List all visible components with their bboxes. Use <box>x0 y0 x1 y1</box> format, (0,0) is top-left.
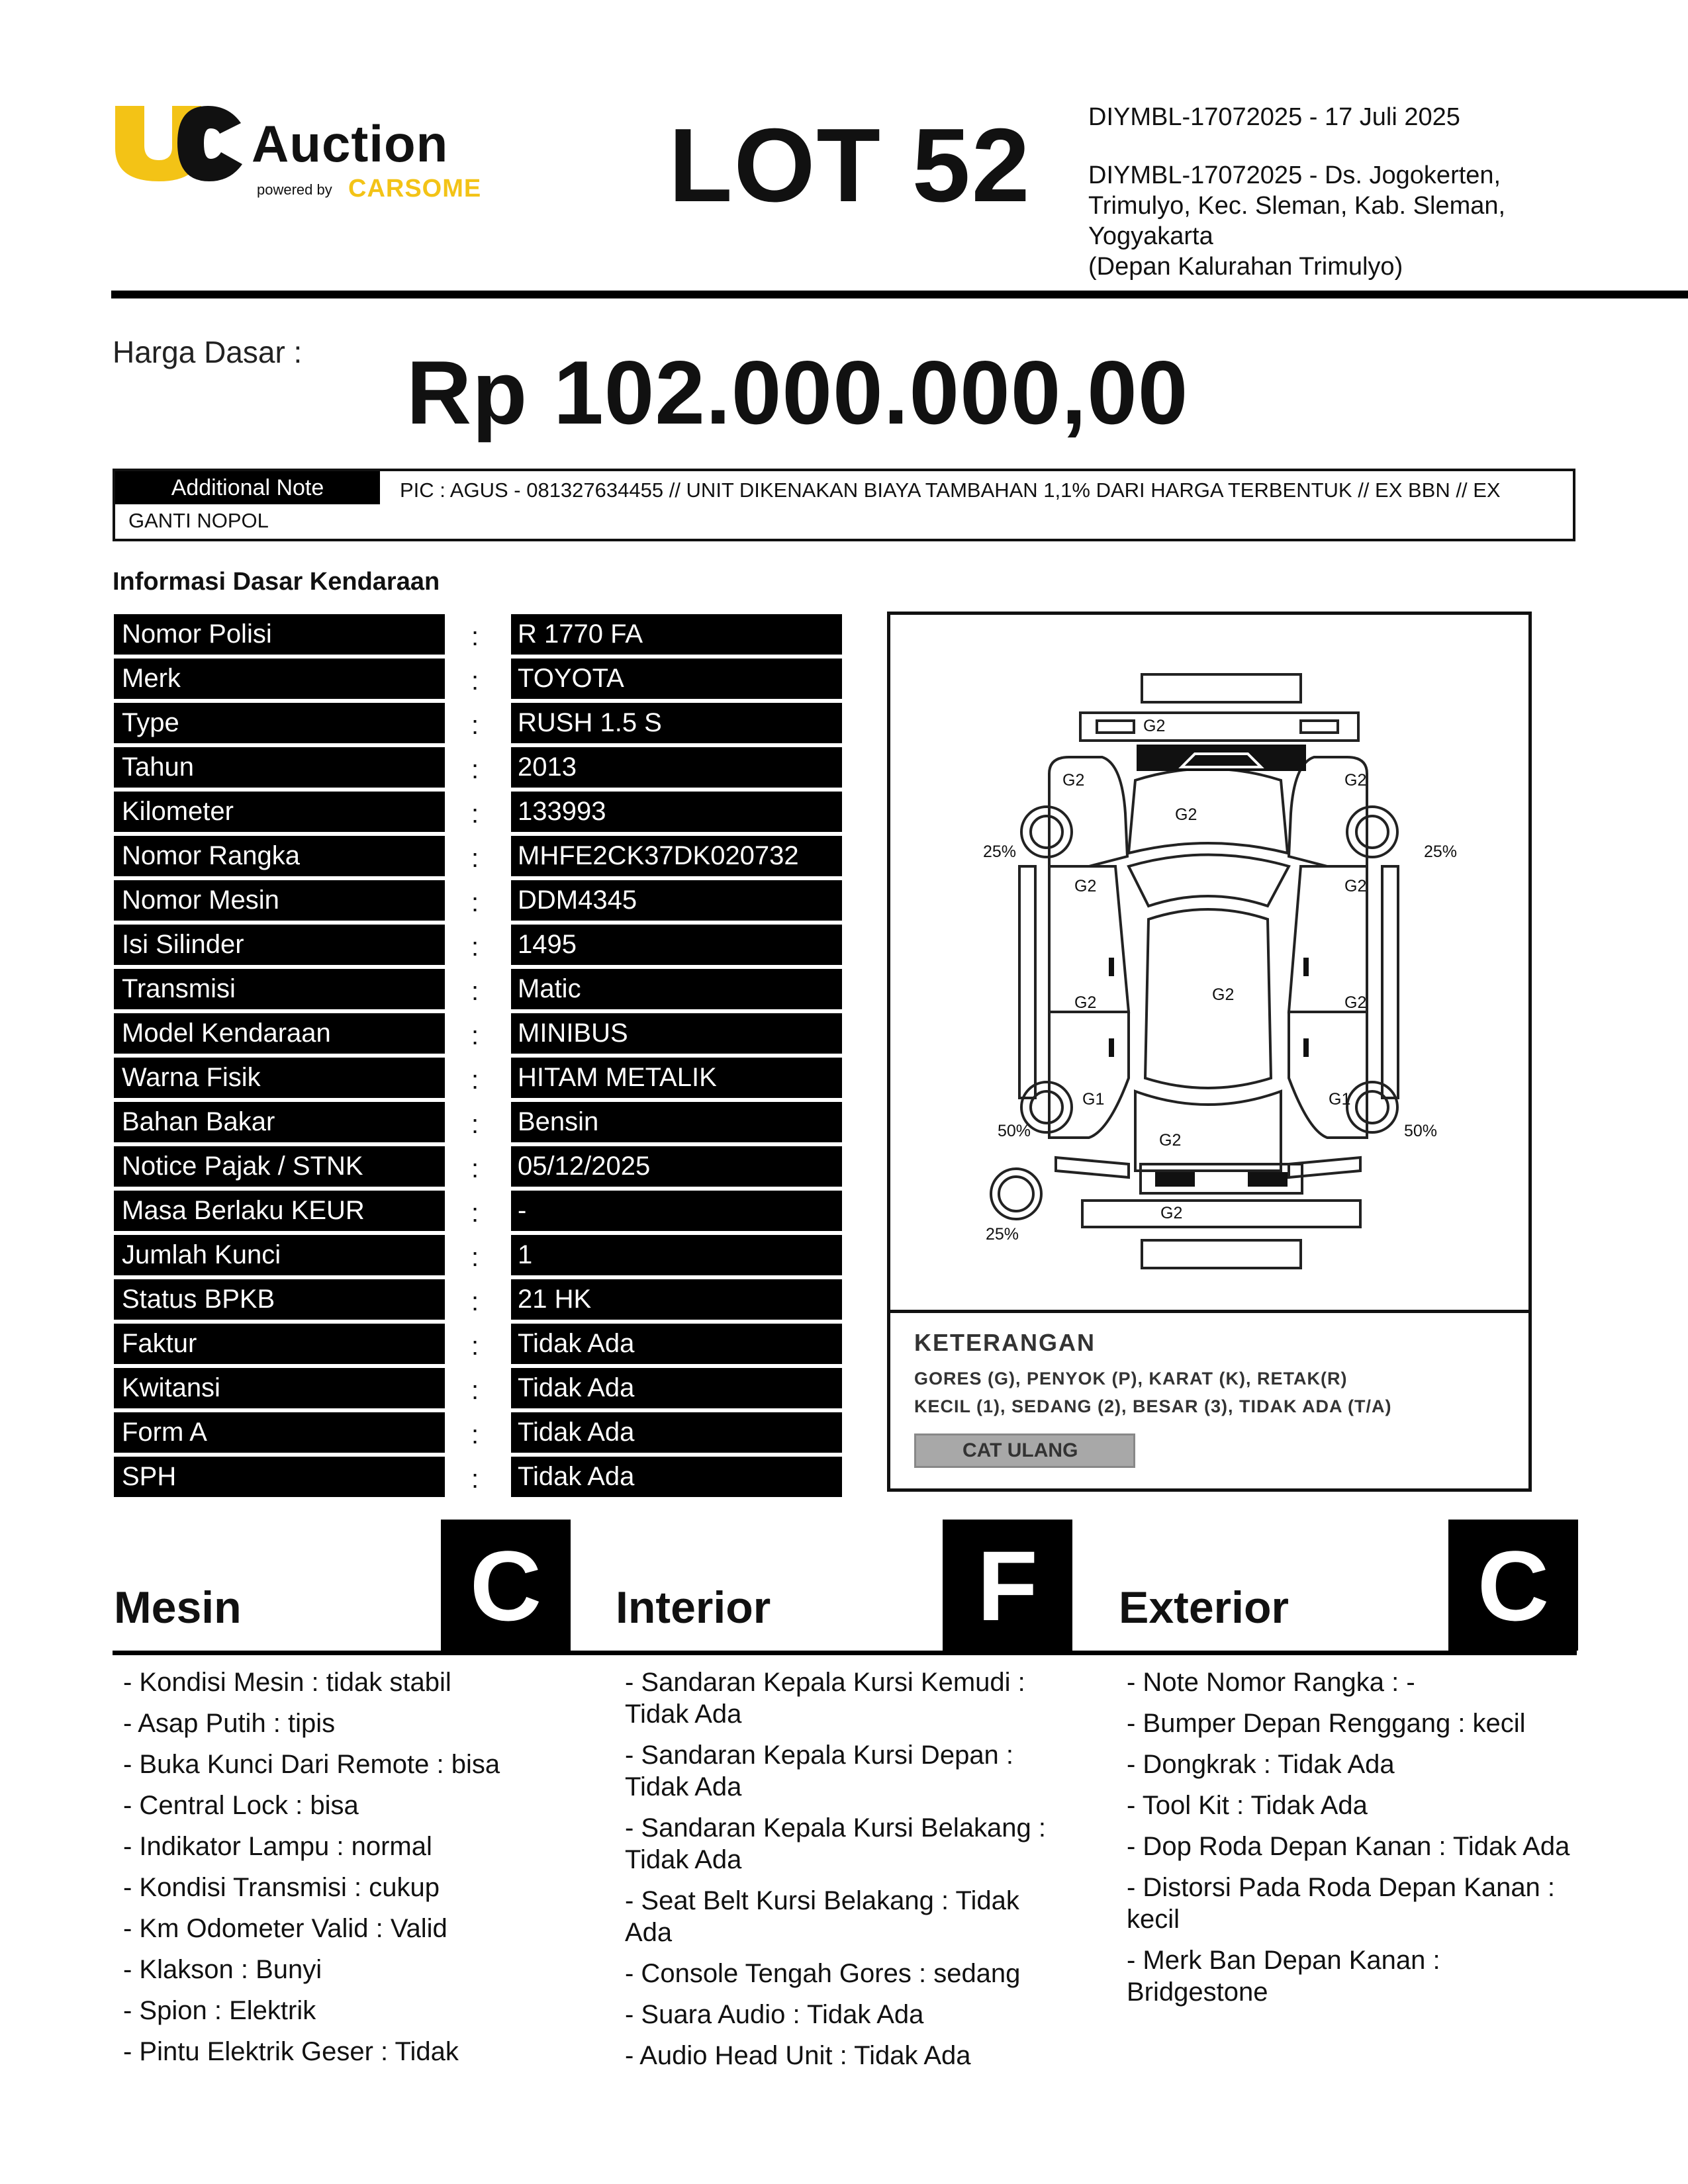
info-key: Nomor Polisi <box>114 614 445 655</box>
grade-badge-engine: C <box>441 1520 571 1651</box>
damage-label-right-front-door: G2 <box>1344 877 1367 895</box>
info-key: Nomor Mesin <box>114 880 445 921</box>
info-value: Tidak Ada <box>511 1324 842 1364</box>
info-separator: : <box>471 666 479 696</box>
info-key: Status BPKB <box>114 1279 445 1320</box>
info-row-type <box>114 703 842 747</box>
tire-label-front-right: 25% <box>1424 842 1458 861</box>
list-item: - Indikator Lampu : normal <box>123 1832 432 1861</box>
info-separator: : <box>471 1243 479 1272</box>
base-price-label: Harga Dasar : <box>113 335 303 369</box>
list-item: - Audio Head Unit : Tidak Ada <box>625 2041 971 2070</box>
partner-logo: CARSOME <box>348 175 482 203</box>
info-value: DDM4345 <box>511 880 842 921</box>
info-row-cc <box>114 925 842 969</box>
info-separator: : <box>471 1420 479 1449</box>
list-item: - Sandaran Kepala Kursi Kemudi : Tidak Ada <box>625 1668 1025 1729</box>
info-row-year <box>114 747 842 792</box>
damage-label-left-rear-fender: G1 <box>1082 1090 1105 1109</box>
grade-title-engine: Mesin <box>114 1582 242 1633</box>
info-row-model <box>114 1013 842 1058</box>
info-separator: : <box>471 933 479 962</box>
info-value: Bensin <box>511 1102 842 1142</box>
car-outline-icon <box>890 615 1528 1310</box>
info-key: Isi Silinder <box>114 925 445 965</box>
info-separator: : <box>471 1465 479 1494</box>
info-row-plate <box>114 614 842 659</box>
list-item: - Note Nomor Rangka : - <box>1127 1668 1415 1697</box>
list-item: - Merk Ban Depan Kanan : Bridgestone <box>1127 1946 1440 2007</box>
damage-label-roof: G2 <box>1212 985 1235 1004</box>
info-row-form-a <box>114 1412 842 1457</box>
info-value: MINIBUS <box>511 1013 842 1054</box>
info-row-brand <box>114 659 842 703</box>
list-item: - Kondisi Transmisi : cukup <box>123 1873 440 1902</box>
damage-label-left-rear-door: G2 <box>1074 993 1097 1012</box>
car-damage-diagram <box>887 612 1532 1492</box>
list-item: - Seat Belt Kursi Belakang : Tidak Ada <box>625 1886 1019 1947</box>
info-separator: : <box>471 1199 479 1228</box>
info-row-sph <box>114 1457 842 1501</box>
diagram-legend <box>890 1310 1528 1488</box>
list-item: - Tool Kit : Tidak Ada <box>1127 1791 1368 1820</box>
info-separator: : <box>471 1021 479 1050</box>
info-key: Warna Fisik <box>114 1058 445 1098</box>
list-item: - Bumper Depan Renggang : kecil <box>1127 1709 1526 1738</box>
info-value: Matic <box>511 969 842 1009</box>
brand-name: Auction <box>252 114 449 173</box>
damage-label-front-left: G2 <box>1062 771 1085 790</box>
info-key: Form A <box>114 1412 445 1453</box>
info-row-invoice <box>114 1324 842 1368</box>
exterior-notes-list <box>1127 1666 1577 2017</box>
info-value: Tidak Ada <box>511 1457 842 1497</box>
tire-label-spare: 25% <box>986 1225 1019 1244</box>
info-separator: : <box>471 1287 479 1316</box>
info-separator: : <box>471 1110 479 1139</box>
location-line-4: (Depan Kalurahan Trimulyo) <box>1088 253 1403 281</box>
legend-severity: KECIL (1), SEDANG (2), BESAR (3), TIDAK ADA (T/A) <box>914 1396 1392 1416</box>
info-row-receipt <box>114 1368 842 1412</box>
info-separator: : <box>471 888 479 917</box>
info-value: RUSH 1.5 S <box>511 703 842 743</box>
info-key: Jumlah Kunci <box>114 1235 445 1275</box>
damage-label-right-rear-fender: G1 <box>1329 1090 1351 1109</box>
info-separator: : <box>471 977 479 1006</box>
info-row-transmission <box>114 969 842 1013</box>
location-line-2: Trimulyo, Kec. Sleman, Kab. Sleman, <box>1088 192 1506 220</box>
damage-label-front-right: G2 <box>1344 771 1367 790</box>
additional-note-label: Additional Note <box>115 471 380 504</box>
powered-by-text: powered by <box>257 181 332 198</box>
info-key: Masa Berlaku KEUR <box>114 1191 445 1231</box>
info-key: Model Kendaraan <box>114 1013 445 1054</box>
legend-damage-types: GORES (G), PENYOK (P), KARAT (K), RETAK(R) <box>914 1369 1348 1388</box>
lot-title: LOT 52 <box>669 107 1031 224</box>
info-separator: : <box>471 622 479 651</box>
location-line-1: DIYMBL-17072025 - Ds. Jogokerten, <box>1088 161 1501 189</box>
info-separator: : <box>471 1154 479 1183</box>
info-separator: : <box>471 755 479 784</box>
info-key: Kilometer <box>114 792 445 832</box>
info-separator: : <box>471 1376 479 1405</box>
info-value: 21 HK <box>511 1279 842 1320</box>
list-item: - Sandaran Kepala Kursi Depan : Tidak Ada <box>625 1741 1014 1801</box>
uc-logo-icon <box>111 99 244 185</box>
list-item: - Spion : Elektrik <box>123 1996 316 2025</box>
engine-notes-list <box>123 1666 586 2077</box>
info-row-engine-no <box>114 880 842 925</box>
info-separator: : <box>471 844 479 873</box>
info-value: 133993 <box>511 792 842 832</box>
additional-note-box <box>113 469 1575 541</box>
info-row-bpkb <box>114 1279 842 1324</box>
info-value: Tidak Ada <box>511 1368 842 1408</box>
info-value: 1495 <box>511 925 842 965</box>
repaint-legend-swatch: CAT ULANG <box>914 1433 1135 1468</box>
info-separator: : <box>471 1332 479 1361</box>
damage-label-right-rear-door: G2 <box>1344 993 1367 1012</box>
list-item: - Suara Audio : Tidak Ada <box>625 2000 924 2029</box>
info-key: Nomor Rangka <box>114 836 445 876</box>
info-key: Merk <box>114 659 445 699</box>
damage-label-left-front-door: G2 <box>1074 877 1097 895</box>
vehicle-info-title: Informasi Dasar Kendaraan <box>113 568 440 596</box>
event-date: DIYMBL-17072025 - 17 Juli 2025 <box>1088 103 1460 131</box>
info-value: Tidak Ada <box>511 1412 842 1453</box>
grade-title-exterior: Exterior <box>1119 1582 1289 1633</box>
info-value: R 1770 FA <box>511 614 842 655</box>
tire-label-front-left: 25% <box>983 842 1017 861</box>
list-item: - Pintu Elektrik Geser : Tidak <box>123 2037 459 2066</box>
grade-badge-exterior: C <box>1448 1520 1578 1651</box>
info-key: SPH <box>114 1457 445 1497</box>
grade-divider-engine <box>113 1651 571 1655</box>
list-item: - Kondisi Mesin : tidak stabil <box>123 1668 451 1697</box>
damage-label-front-bumper: G2 <box>1143 717 1166 735</box>
info-row-keur <box>114 1191 842 1235</box>
auction-info <box>1088 102 1671 282</box>
info-row-keys <box>114 1235 842 1279</box>
tire-label-rear-right: 50% <box>1404 1122 1438 1140</box>
list-item: - Buka Kunci Dari Remote : bisa <box>123 1750 500 1779</box>
damage-label-rear-bumper: G2 <box>1160 1204 1183 1222</box>
header-divider <box>111 291 1688 298</box>
info-separator: : <box>471 799 479 829</box>
damage-label-tailgate: G2 <box>1159 1131 1182 1150</box>
list-item: - Sandaran Kepala Kursi Belakang : Tidak Ada <box>625 1813 1046 1874</box>
info-separator: : <box>471 1066 479 1095</box>
info-row-mileage <box>114 792 842 836</box>
info-value: 05/12/2025 <box>511 1146 842 1187</box>
grade-title-interior: Interior <box>616 1582 771 1633</box>
grade-badge-interior: F <box>943 1520 1072 1651</box>
info-key: Type <box>114 703 445 743</box>
tire-label-rear-left: 50% <box>998 1122 1031 1140</box>
info-value: HITAM METALIK <box>511 1058 842 1098</box>
list-item: - Klakson : Bunyi <box>123 1955 322 1984</box>
list-item: - Dongkrak : Tidak Ada <box>1127 1750 1395 1779</box>
list-item: - Console Tengah Gores : sedang <box>625 1959 1021 1988</box>
grade-divider-exterior <box>1074 1651 1577 1655</box>
info-key: Bahan Bakar <box>114 1102 445 1142</box>
info-key: Tahun <box>114 747 445 788</box>
vehicle-info-table <box>114 614 842 1501</box>
info-row-color <box>114 1058 842 1102</box>
brand-logo <box>111 99 482 212</box>
interior-notes-list <box>625 1666 1068 2081</box>
damage-label-hood: G2 <box>1175 805 1197 824</box>
legend-title: KETERANGAN <box>914 1329 1096 1356</box>
info-value: - <box>511 1191 842 1231</box>
list-item: - Dop Roda Depan Kanan : Tidak Ada <box>1127 1832 1570 1861</box>
info-key: Kwitansi <box>114 1368 445 1408</box>
base-price-value: Rp 102.000.000,00 <box>406 342 1189 443</box>
info-key: Notice Pajak / STNK <box>114 1146 445 1187</box>
info-value: 2013 <box>511 747 842 788</box>
location-line-3: Yogyakarta <box>1088 222 1213 250</box>
info-value: MHFE2CK37DK020732 <box>511 836 842 876</box>
list-item: - Central Lock : bisa <box>123 1791 359 1820</box>
info-row-fuel <box>114 1102 842 1146</box>
grade-divider-interior <box>571 1651 1074 1655</box>
list-item: - Distorsi Pada Roda Depan Kanan : kecil <box>1127 1873 1556 1934</box>
info-row-chassis <box>114 836 842 880</box>
info-row-tax-notice <box>114 1146 842 1191</box>
info-value: TOYOTA <box>511 659 842 699</box>
info-key: Transmisi <box>114 969 445 1009</box>
list-item: - Asap Putih : tipis <box>123 1709 336 1738</box>
info-key: Faktur <box>114 1324 445 1364</box>
additional-note-text: PIC : AGUS - 081327634455 // UNIT DIKENAKAN BIAYA TAMBAHAN 1,1% DARI HARGA TERBENTUK // EX BBN // EX GANTI NOPOL <box>128 478 1501 532</box>
info-separator: : <box>471 711 479 740</box>
list-item: - Km Odometer Valid : Valid <box>123 1914 447 1943</box>
info-value: 1 <box>511 1235 842 1275</box>
